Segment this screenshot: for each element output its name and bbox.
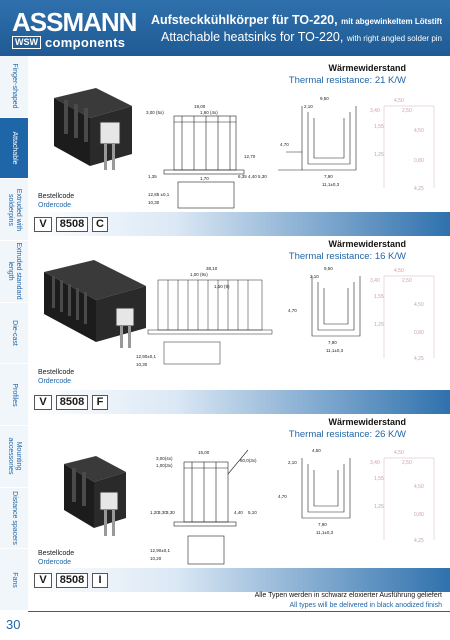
heatsink-photo <box>34 70 144 190</box>
dim-h1: 12,90±0,1 <box>136 354 156 359</box>
dim-top-b: 1,60 (4x) <box>200 110 218 115</box>
dim-pitch2: 10,20 <box>150 556 162 561</box>
tab-label: Profiles <box>11 383 18 407</box>
tab-label: Distance spacers <box>11 491 18 545</box>
ordercode-number: 8508 <box>56 217 88 232</box>
tab-attachable[interactable] <box>0 118 28 180</box>
overlay-dimensions <box>370 268 434 362</box>
tab-label: Extruded with solderpins <box>7 188 22 231</box>
dim-d1: 1,70 <box>200 176 209 181</box>
overlay-dim: 4,50 <box>414 302 424 308</box>
overlay-dimensions <box>370 98 434 192</box>
ordercode-prefix: V <box>34 573 52 588</box>
dim-side-b: 7,90 <box>324 174 333 179</box>
overlay-dim: 4,25 <box>414 186 424 192</box>
dim-pitch2: 10,30 <box>148 200 160 205</box>
dim-side-b: 7,90 <box>328 340 337 345</box>
dim-top-width: 15,00 <box>198 450 210 455</box>
overlay-dim: 4,50 <box>394 450 404 456</box>
front-drawing <box>134 262 284 370</box>
tab-label: Die-cast <box>11 320 18 346</box>
ordercode-suffix: I <box>92 573 108 588</box>
ordercode-prefix: V <box>34 395 52 410</box>
tab-mounting-accessories[interactable] <box>0 426 28 488</box>
dim-left-c: 3,30 <box>166 510 175 515</box>
brand-subtitle: components <box>45 34 126 50</box>
overlay-dim: 4,50 <box>394 98 404 104</box>
dim-d1: 3,00(4x) <box>156 456 173 461</box>
dim-side-d: 4,70 <box>278 494 287 499</box>
brand-mark: WSW <box>12 36 41 49</box>
bottom-divider <box>28 611 450 612</box>
ordercode-number: 8508 <box>56 395 88 410</box>
dim-d4: 4,40 <box>248 174 257 179</box>
overlay-dim: 1,55 <box>374 124 384 130</box>
overlay-dim: 3,40 <box>370 278 380 284</box>
ordercode-number: 8508 <box>56 573 88 588</box>
overlay-dim: 4,25 <box>414 356 424 362</box>
dim-left-a: 1,20 <box>150 510 159 515</box>
product-v8508f <box>28 239 450 414</box>
overlay-dim: 4,50 <box>394 268 404 274</box>
tab-finger-shaped[interactable] <box>0 56 28 118</box>
overlay-dim: 2,50 <box>402 460 412 466</box>
dim-side-d: 4,70 <box>288 308 297 313</box>
dim-side-d: 4,70 <box>280 142 289 147</box>
overlay-dim: 2,50 <box>402 108 412 114</box>
brand-logo: ASSMANN <box>12 7 137 37</box>
title-en-sub: with right angled solder pin <box>346 34 442 43</box>
ordercode-label-de: Bestellcode <box>38 369 75 376</box>
front-drawing <box>144 96 274 216</box>
ordercode-suffix: F <box>92 395 108 410</box>
dim-top-width: 19,00 <box>194 104 206 109</box>
tab-label: Attachable <box>11 131 18 165</box>
ordercode-suffix: C <box>92 217 108 232</box>
title-de-sub: mit abgewinkeltem Lötstift <box>341 17 442 26</box>
dim-side-c: 11,1±0,3 <box>322 182 340 187</box>
overlay-dim: 1,25 <box>374 152 384 158</box>
side-drawing <box>274 92 446 196</box>
dim-top-width: 38,10 <box>206 266 218 271</box>
dim-angle: 60,0(3x) <box>240 458 257 463</box>
front-drawing <box>144 444 274 572</box>
brand-sub <box>12 35 125 49</box>
overlay-dim: 1,55 <box>374 476 384 482</box>
dim-h2: 10,30 <box>136 362 148 367</box>
page-header <box>0 0 450 56</box>
dim-side-top: 9,50 <box>320 96 329 101</box>
footer-note-de: Alle Typen werden in schwarz eloxierter Ausführung geliefert <box>254 592 442 599</box>
overlay-dim: 1,55 <box>374 294 384 300</box>
dim-left-h: 3,00 (5x) <box>146 110 164 115</box>
title-de-main: Aufsteckkühlkörper für TO-220, <box>150 13 338 27</box>
page-title-en <box>161 30 442 44</box>
ordercode-label-en: Ordercode <box>38 559 72 566</box>
ordercode-label-en: Ordercode <box>38 202 72 209</box>
tab-label: Finger-shaped <box>11 63 18 109</box>
side-drawing <box>274 444 446 548</box>
ordercode-label <box>38 549 74 567</box>
tab-fans[interactable] <box>0 549 28 611</box>
overlay-dim: 3,40 <box>370 460 380 466</box>
product-v8508c <box>28 56 450 262</box>
tab-extruded-solderpins[interactable] <box>0 179 28 241</box>
dim-left-d: 4,40 <box>234 510 243 515</box>
page-title-de <box>151 13 442 27</box>
overlay-dim: 1,25 <box>374 322 384 328</box>
dim-d1: 1,00 (9x) <box>190 272 208 277</box>
ordercode-prefix: V <box>34 217 52 232</box>
tab-extruded-standard[interactable] <box>0 241 28 303</box>
dim-d2: 1,00(3x) <box>156 463 173 468</box>
overlay-dim: 0,80 <box>414 512 424 518</box>
ordercode-label-en: Ordercode <box>38 378 72 385</box>
dim-side-b: 7,90 <box>318 522 327 527</box>
tab-die-cast[interactable] <box>0 303 28 365</box>
tab-label: Mounting accessories <box>7 437 22 475</box>
footer-note-en: All types will be delivered in black anodized finish <box>289 602 442 609</box>
category-sidebar <box>0 56 28 611</box>
dim-side-a: 2,10 <box>304 104 313 109</box>
ordercode-label <box>38 368 74 386</box>
tab-distance-spacers[interactable] <box>0 488 28 550</box>
dim-d2: 1,50 (9) <box>214 284 230 289</box>
dim-side-top: 4,50 <box>312 448 321 453</box>
resistance-label: Wärmewiderstand <box>328 239 406 249</box>
ordercode-bar <box>28 212 450 236</box>
heatsink-photo <box>34 442 144 552</box>
resistance-label: Wärmewiderstand <box>328 417 406 427</box>
ordercode-label-de: Bestellcode <box>38 550 75 557</box>
overlay-dim: 0,80 <box>414 158 424 164</box>
tab-label: Extruded standard length <box>7 242 22 300</box>
dim-side-c: 11,1±0,3 <box>316 530 334 535</box>
overlay-dim: 0,80 <box>414 330 424 336</box>
ordercode-label <box>38 192 74 210</box>
overlay-dim: 4,25 <box>414 538 424 544</box>
overlay-dim: 3,40 <box>370 108 380 114</box>
resistance-label: Wärmewiderstand <box>328 63 406 73</box>
thermal-resistance: Thermal resistance: 16 K/W <box>288 251 406 262</box>
title-en-main: Attachable heatsinks for TO-220, <box>161 30 344 44</box>
side-drawing <box>284 262 446 366</box>
ordercode-bar <box>28 568 450 592</box>
dim-r: 12,70 <box>244 154 256 159</box>
dim-left-e: 5,10 <box>248 510 257 515</box>
overlay-dim: 4,50 <box>414 484 424 490</box>
dim-side-c: 11,1±0,3 <box>326 348 344 353</box>
overlay-dim: 4,50 <box>414 128 424 134</box>
tab-label: Fans <box>11 571 18 588</box>
dim-pitch: 12,85 ±0,1 <box>148 192 170 197</box>
overlay-dim: 2,50 <box>402 278 412 284</box>
thermal-resistance: Thermal resistance: 26 K/W <box>288 429 406 440</box>
overlay-dim: 1,25 <box>374 504 384 510</box>
tab-profiles[interactable] <box>0 364 28 426</box>
dim-d5: 5,30 <box>258 174 267 179</box>
overlay-dimensions <box>370 450 434 544</box>
product-v8508i <box>28 414 450 611</box>
dim-d2: 1,35 <box>148 174 157 179</box>
ordercode-label-de: Bestellcode <box>38 193 75 200</box>
dim-side-a: 2,10 <box>288 460 297 465</box>
page-number: 30 <box>6 617 21 632</box>
ordercode-bar <box>28 390 450 414</box>
dim-d3: 6,35 <box>238 174 247 179</box>
dim-left-b: 3,30 <box>158 510 167 515</box>
dim-side-a: 2,10 <box>310 274 319 279</box>
dim-side-top: 9,50 <box>324 266 333 271</box>
dim-pitch: 12,90±0,1 <box>150 548 170 553</box>
thermal-resistance: Thermal resistance: 21 K/W <box>288 75 406 86</box>
